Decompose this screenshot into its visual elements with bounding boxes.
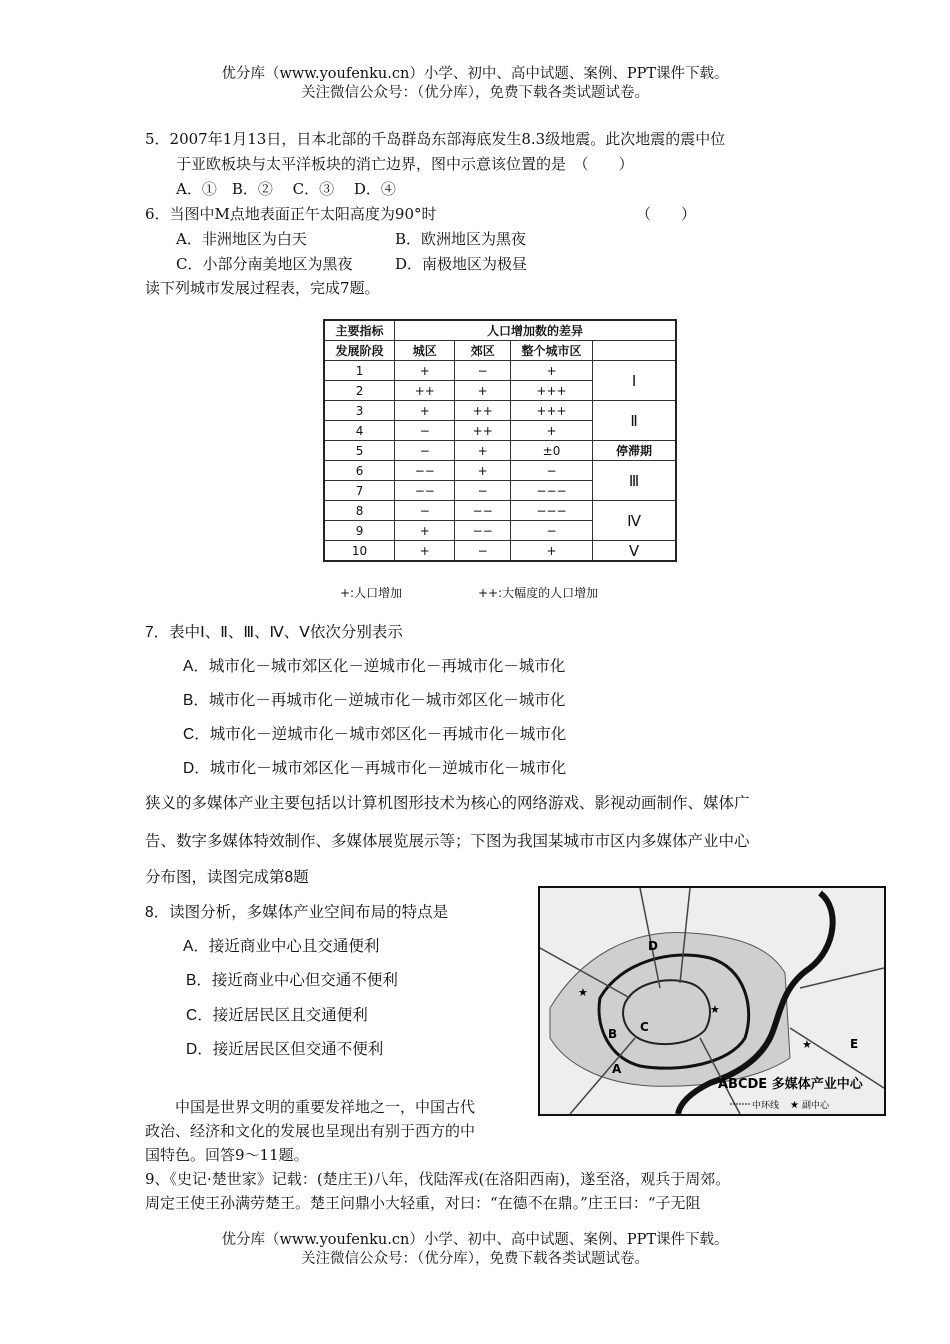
header-line-2: 关注微信公众号：（优分库），免费下载各类试题试卷。 [301,85,649,101]
header-empty [593,341,676,361]
q8-option-b: B．接近商业中心但交通不便利 [186,972,398,989]
china-line-2: 政治、经济和文化的发展也呈现出有别于西方的中 [145,1122,476,1140]
q7-option-d: D．城市化－城市郊区化－再城市化－逆城市化－城市化 [183,760,567,777]
q8-stem: 8．读图分析，多媒体产业空间布局的特点是 [145,904,449,921]
stage-number: 10 [324,541,395,562]
header-suburb: 郊区 [455,341,510,361]
table-legend-1: +:人口增加 [340,586,403,600]
suburb-value: + [455,381,510,401]
footer-line-2: 关注微信公众号：（优分库），免费下载各类试题试卷。 [301,1251,649,1267]
whole-value: −−− [510,481,592,501]
china-line-1: 中国是世界文明的重要发祥地之一，中国古代 [175,1098,476,1116]
city-development-table [323,319,677,562]
table-row [324,441,676,461]
stage-label-1: Ⅰ [593,361,676,401]
whole-value: + [510,361,592,381]
suburb-value: + [455,461,510,481]
city-value: −− [395,481,455,501]
city-value: + [395,541,455,562]
stage-number: 5 [324,441,395,461]
map-label-c: C [640,1020,649,1034]
q6-stem: 6．当图中M点地表面正午太阳高度为90°时 [145,205,437,223]
stage-number: 7 [324,481,395,501]
stage-number: 9 [324,521,395,541]
city-value: ++ [395,381,455,401]
suburb-value: − [455,481,510,501]
header-city: 城区 [395,341,455,361]
table-row [324,461,676,481]
stage-number: 1 [324,361,395,381]
whole-value: + [510,421,592,441]
whole-value: ±0 [510,441,592,461]
q6-option-c: C．小部分南美地区为黑夜 [176,255,353,273]
q8-option-a: A．接近商业中心且交通便利 [183,938,380,955]
header-whole-city: 整个城市区 [510,341,592,361]
stage-number: 8 [324,501,395,521]
whole-value: +++ [510,401,592,421]
media-line-1: 狭义的多媒体产业主要包括以计算机图形技术为核心的网络游戏、影视动画制作、媒体广 [145,795,750,812]
stage-label-2: Ⅱ [593,401,676,441]
q7-option-a: A．城市化－城市郊区化－逆城市化－再城市化－城市化 [183,658,566,675]
suburb-value: ++ [455,421,510,441]
city-value: + [395,521,455,541]
map-label-d: D [648,939,658,953]
q7-option-c: C．城市化－逆城市化－城市郊区化－再城市化－城市化 [183,726,567,743]
table-row [324,401,676,421]
legend-star-icon: ★ [790,1100,799,1111]
whole-value: − [510,521,592,541]
stage-number: 6 [324,461,395,481]
header-stage: 发展阶段 [324,341,395,361]
suburb-value: − [455,541,510,562]
table-row [324,501,676,521]
sub-center-star-icon: ★ [578,986,588,999]
media-line-2: 告、数字多媒体特效制作、多媒体展览展示等；下图为我国某城市市区内多媒体产业中心 [145,833,750,850]
stage-number: 3 [324,401,395,421]
q7-intro: 读下列城市发展过程表，完成7题。 [145,279,380,297]
stage-label-5: Ⅴ [593,541,676,562]
suburb-value: − [455,361,510,381]
q5-options: A．① B．② C．③ D．④ [176,180,396,198]
city-value: + [395,401,455,421]
suburb-value: ++ [455,401,510,421]
footer-line-1: 优分库（www.youfenku.cn）小学、初中、高中试题、案例、PPT课件下载。 [221,1232,729,1248]
stage-label-4: Ⅳ [593,501,676,541]
stage-number: 2 [324,381,395,401]
sub-center-star-icon: ★ [710,1003,720,1016]
whole-value: +++ [510,381,592,401]
header-indicator: 主要指标 [324,320,395,341]
legend-middle-ring: 中环线 [752,1101,780,1111]
suburb-value: + [455,441,510,461]
whole-value: − [510,461,592,481]
q9-line-2: 周定王使王孙满劳楚王。楚王问鼎小大轻重，对曰：“在德不在鼎。”庄王曰：“子无阻 [145,1194,701,1212]
suburb-value: −− [455,501,510,521]
q6-option-b: B．欧洲地区为黑夜 [395,230,527,248]
q5-stem-2: 于亚欧板块与太平洋板块的消亡边界，图中示意该位置的是 （ ） [176,155,634,173]
q6-option-d: D．南极地区为极昼 [395,255,528,273]
q8-option-d: D．接近居民区但交通不便利 [186,1041,384,1058]
map-label-e: E [850,1037,859,1051]
city-value: −− [395,461,455,481]
multimedia-center-map [538,886,886,1116]
media-line-3: 分布图，读图完成第8题 [145,869,309,886]
q8-option-c: C．接近居民区且交通便利 [186,1007,368,1024]
table-row [324,361,676,381]
q5-stem-1: 5．2007年1月13日，日本北部的千岛群岛东部海底发生8.3级地震。此次地震的震中位 [145,130,726,148]
q9-line-1: 9、《史记·楚世家》记载：(楚庄王)八年，伐陆浑戎(在洛阳西南)，遂至洛，观兵于周郊。 [145,1170,731,1188]
header-population-diff: 人口增加数的差异 [395,320,676,341]
stage-number: 4 [324,421,395,441]
sub-center-star-icon: ★ [802,1038,812,1051]
city-value: − [395,501,455,521]
city-value: − [395,421,455,441]
map-drawing [540,888,884,1114]
q6-bracket: （ ） [636,205,697,223]
table-row [324,541,676,562]
map-label-a: A [612,1062,622,1076]
whole-value: −−− [510,501,592,521]
city-value: + [395,361,455,381]
whole-value: + [510,541,592,562]
legend-sub-center: 副中心 [802,1101,830,1111]
table-legend-2: ++:大幅度的人口增加 [478,586,599,600]
stage-label-stagnant: 停滞期 [593,441,676,461]
map-title: ABCDE 多媒体产业中心 [718,1077,863,1092]
china-line-3: 国特色。回答9～11题。 [145,1146,309,1164]
q7-option-b: B．城市化－再城市化－逆城市化－城市郊区化－城市化 [183,692,566,709]
header-line-1: 优分库（www.youfenku.cn）小学、初中、高中试题、案例、PPT课件下载。 [221,66,729,82]
map-label-b: B [608,1027,618,1041]
suburb-value: −− [455,521,510,541]
city-value: − [395,441,455,461]
q6-option-a: A．非洲地区为白天 [176,230,307,248]
q7-stem: 7．表中Ⅰ、Ⅱ、Ⅲ、Ⅳ、Ⅴ依次分别表示 [145,624,403,641]
stage-label-3: Ⅲ [593,461,676,501]
